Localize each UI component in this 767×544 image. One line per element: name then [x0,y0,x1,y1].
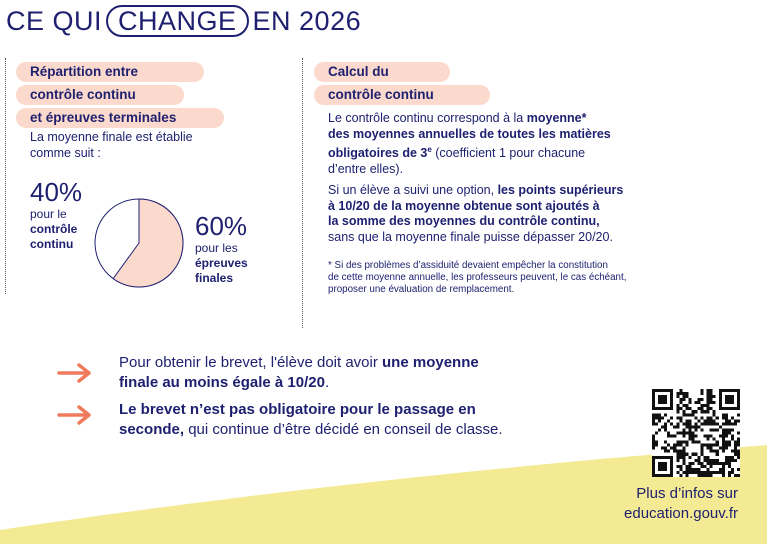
title-boxed-word: CHANGE [106,5,249,37]
more-info-link[interactable]: education.gouv.fr [624,505,738,522]
left-heading [16,62,224,131]
share-finales-value: 60% [195,211,248,241]
option-points-paragraph [328,183,623,245]
footnote-line: * Si des problèmes d’assiduité devaient empêcher la constitution [328,260,608,271]
bullet-bold: finale au moins égale à 10/20 [119,374,325,391]
share-continu-value: 40% [30,177,83,207]
share-continu-label-line: continu [30,237,74,251]
share-continu-label-line: pour le [30,207,67,221]
left-intro [30,130,193,161]
left-heading-line: Répartition entre [16,62,204,82]
title-after: EN 2026 [252,5,362,36]
left-heading-line: contrôle continu [16,85,184,105]
qr-code[interactable] [652,389,740,477]
bullet-text: qui continue d’être décidé en conseil de classe. [184,421,503,438]
share-finales-label [195,241,248,286]
continuous-assessment-paragraph [328,111,611,177]
share-finales-label-line: pour les [195,241,238,255]
para1-text: Le contrôle continu correspond à la [328,111,527,125]
bullet-text: . [324,374,330,391]
distribution-pie-chart [93,197,185,289]
bullet-bold: seconde, [119,421,185,438]
left-heading-line: et épreuves terminales [16,108,224,128]
para2-bold: les points supérieurs [497,183,624,197]
para1-text: d’entre elles). [328,161,404,176]
right-heading-line: contrôle continu [314,85,490,105]
page-title [6,4,361,38]
more-info [560,484,738,524]
para1-bold: obligatoires de 3 [328,146,428,161]
right-heading [314,62,490,108]
bullet-not-mandatory [119,400,503,440]
left-intro-line: La moyenne finale est établie [30,130,193,144]
para1-bold: des moyennes annuelles de toutes les matières [328,126,611,141]
more-info-line: Plus d’infos sur [636,485,738,502]
bullet-bold: une moyenne [382,354,479,371]
para2-text: sans que la moyenne finale puisse dépasser 20/20. [328,229,613,244]
share-finales-label-line: épreuves [195,256,248,270]
para2-bold: à 10/20 de la moyenne obtenue sont ajoutés à [328,198,600,213]
right-heading-line: Calcul du [314,62,450,82]
left-dotted-divider [5,58,6,294]
para1-text: (coefficient 1 pour chacune [431,146,586,161]
center-dotted-divider [302,58,303,328]
para2-text: Si un élève a suivi une option, [328,183,498,197]
arrow-right-icon [56,404,94,426]
footnote-line: de cette moyenne annuelle, les professeurs peuvent, le cas échéant, [328,272,627,283]
share-finales-label-line: finales [195,271,234,285]
share-continu-label-line: contrôle [30,222,78,236]
para1-superscript: e [427,145,432,154]
left-intro-line: comme suit : [30,145,101,160]
bullet-bold: Le brevet n’est pas obligatoire pour le passage en [119,401,476,418]
bullet-text: Pour obtenir le brevet, l'élève doit avoir [119,354,383,371]
para2-bold: la somme des moyennes du contrôle continu, [328,214,600,228]
bullet-passing-grade [119,353,479,393]
footnote-line: proposer une évaluation de remplacement. [328,284,515,295]
footnote [328,260,626,296]
share-continu-label [30,207,77,252]
para1-bold: moyenne* [526,111,587,125]
title-before: CE QUI [6,5,103,36]
arrow-right-icon [56,362,94,384]
